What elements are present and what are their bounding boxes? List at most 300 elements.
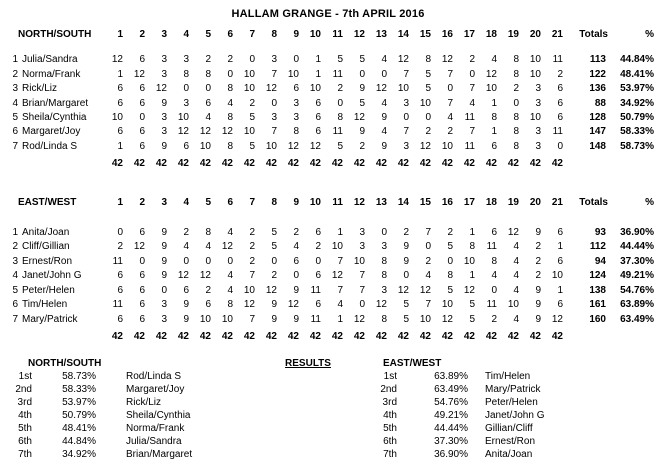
score-cell: 3	[271, 54, 277, 66]
score-cell: 6	[315, 270, 321, 282]
score-cell: 6	[139, 97, 145, 109]
pair-cell	[8, 240, 104, 254]
pair-number: 2	[12, 68, 18, 80]
total-cell: 124	[589, 270, 606, 282]
score-cell: 2	[491, 313, 497, 325]
score-cell: 6	[557, 83, 563, 95]
board-number-header: 13	[375, 29, 387, 40]
rank-label: 1st	[383, 371, 397, 383]
column-sum-cell: 42	[287, 330, 299, 342]
score-cell: 2	[359, 140, 365, 152]
score-cell: 8	[227, 112, 233, 124]
board-number-header: 5	[205, 196, 211, 208]
score-cell: 0	[227, 68, 233, 80]
score-cell: 2	[227, 54, 233, 66]
board-number-header: 19	[507, 29, 519, 40]
score-cell: 2	[249, 241, 255, 253]
score-cell: 0	[425, 112, 431, 124]
score-cell: 9	[161, 97, 167, 109]
score-cell: 0	[447, 83, 453, 95]
score-cell: 7	[447, 97, 453, 109]
score-cell: 0	[293, 54, 299, 66]
score-cell: 2	[535, 255, 541, 267]
score-cell: 4	[183, 241, 189, 253]
column-sum-cell: 42	[441, 330, 453, 342]
score-cell: 12	[133, 241, 145, 253]
percent-cell: 58.33%	[620, 126, 654, 138]
column-sum-cell: 42	[463, 330, 475, 342]
score-cell: 6	[315, 112, 321, 124]
score-cell: 4	[227, 227, 233, 239]
table-row	[0, 111, 656, 125]
rank-label: 5th	[383, 423, 397, 435]
east-west-rankings-header: EAST/WEST	[383, 358, 442, 370]
results-heading: RESULTS	[285, 358, 331, 370]
score-cell: 0	[271, 255, 277, 267]
score-cell: 9	[271, 313, 277, 325]
score-cell: 6	[117, 284, 123, 296]
score-cell: 2	[315, 241, 321, 253]
score-cell: 3	[161, 54, 167, 66]
score-cell: 9	[161, 241, 167, 253]
score-cell: 4	[293, 241, 299, 253]
percent-header: %	[645, 196, 654, 208]
score-cell: 10	[199, 313, 211, 325]
score-cell: 11	[552, 54, 563, 66]
page-title: HALLAM GRANGE - 7th APRIL 2016	[231, 8, 425, 20]
score-cell: 8	[381, 313, 387, 325]
score-cell: 6	[117, 126, 123, 138]
score-cell: 0	[425, 241, 431, 253]
board-number-header: 10	[309, 196, 321, 208]
score-cell: 8	[227, 140, 233, 152]
score-cell: 2	[205, 284, 211, 296]
score-cell: 0	[249, 54, 255, 66]
score-cell: 2	[249, 97, 255, 109]
board-number-header: 21	[551, 196, 563, 208]
score-cell: 12	[419, 140, 431, 152]
pair-cell	[8, 298, 104, 312]
score-cell: 3	[271, 112, 277, 124]
score-cell: 0	[315, 255, 321, 267]
rank-percent: 44.44%	[434, 423, 468, 435]
column-sum-cell: 42	[551, 330, 563, 342]
score-cell: 7	[425, 227, 431, 239]
score-cell: 0	[557, 140, 563, 152]
score-cell: 6	[557, 112, 563, 124]
score-cell: 4	[381, 54, 387, 66]
pair-number: 6	[12, 126, 18, 138]
board-number-header: 14	[397, 196, 409, 208]
column-sum-cell: 42	[243, 158, 255, 170]
ranking-row	[352, 370, 602, 383]
score-cell: 10	[287, 68, 299, 80]
score-cell: 3	[183, 97, 189, 109]
percent-cell: 53.97%	[620, 83, 654, 95]
score-cell: 9	[381, 112, 387, 124]
score-cell: 11	[486, 299, 497, 311]
score-cell: 7	[249, 313, 255, 325]
score-cell: 8	[425, 54, 431, 66]
score-cell: 6	[557, 299, 563, 311]
score-cell: 1	[469, 270, 475, 282]
score-cell: 1	[469, 227, 475, 239]
total-cell: 122	[589, 68, 606, 80]
score-cell: 5	[337, 140, 343, 152]
pair-cell	[8, 226, 104, 240]
score-cell: 3	[161, 313, 167, 325]
score-cell: 9	[161, 255, 167, 267]
score-cell: 10	[419, 313, 431, 325]
score-cell: 10	[529, 112, 541, 124]
column-sum-cell: 42	[331, 330, 343, 342]
pair-cell	[8, 82, 104, 96]
sums-percent-spacer	[608, 330, 655, 344]
score-cell: 0	[161, 284, 167, 296]
board-number-header: 7	[249, 29, 255, 40]
score-cell: 10	[243, 83, 255, 95]
score-cell: 6	[117, 83, 123, 95]
score-cell: 4	[205, 112, 211, 124]
rank-pair-name: Ernest/Ron	[485, 436, 536, 448]
score-cell: 8	[513, 68, 519, 80]
board-number-header: 14	[397, 29, 409, 40]
east-west-table	[0, 196, 656, 345]
score-cell: 2	[425, 255, 431, 267]
score-cell: 2	[557, 68, 563, 80]
score-cell: 4	[513, 270, 519, 282]
score-cell: 6	[557, 227, 563, 239]
score-cell: 3	[535, 83, 541, 95]
rank-label: 4th	[18, 410, 32, 422]
score-cell: 10	[177, 112, 189, 124]
total-cell: 136	[589, 83, 606, 95]
score-cell: 7	[403, 126, 409, 138]
ranking-row	[0, 435, 250, 448]
table-row	[0, 284, 656, 298]
board-number-header: 17	[463, 196, 475, 208]
total-cell: 112	[589, 241, 606, 253]
score-cell: 6	[205, 97, 211, 109]
board-number-header: 18	[485, 29, 497, 40]
score-cell: 7	[447, 68, 453, 80]
column-sum-cell: 42	[133, 158, 145, 170]
score-cell: 0	[381, 227, 387, 239]
table-row	[0, 125, 656, 139]
score-cell: 5	[447, 284, 453, 296]
score-cell: 9	[293, 313, 299, 325]
score-cell: 2	[469, 54, 475, 66]
totals-header: Totals	[579, 196, 608, 208]
score-cell: 2	[403, 227, 409, 239]
score-cell: 11	[332, 68, 343, 80]
score-cell: 6	[491, 140, 497, 152]
pair-number: 1	[12, 227, 18, 239]
total-cell: 88	[594, 97, 606, 109]
table-row	[0, 68, 656, 82]
column-sums-row	[0, 157, 656, 171]
column-sum-cell: 42	[419, 158, 431, 170]
sums-totals-spacer	[566, 157, 608, 171]
score-cell: 3	[161, 299, 167, 311]
score-cell: 0	[139, 112, 145, 124]
score-cell: 4	[227, 97, 233, 109]
score-cell: 0	[337, 97, 343, 109]
score-cell: 5	[403, 313, 409, 325]
score-cell: 5	[425, 68, 431, 80]
table-header-row	[0, 196, 656, 210]
score-cell: 3	[183, 54, 189, 66]
score-cell: 7	[469, 126, 475, 138]
score-cell: 6	[139, 227, 145, 239]
score-cell: 3	[535, 97, 541, 109]
rank-percent: 58.73%	[62, 371, 96, 383]
rank-pair-name: Mary/Patrick	[485, 384, 541, 396]
score-cell: 12	[287, 299, 299, 311]
board-number-header: 2	[139, 29, 145, 40]
score-cell: 9	[183, 313, 189, 325]
pair-number: 5	[12, 112, 18, 124]
score-cell: 3	[535, 126, 541, 138]
ranking-row	[0, 409, 250, 422]
total-cell: 161	[589, 299, 606, 311]
score-cell: 6	[557, 255, 563, 267]
score-cell: 1	[491, 126, 497, 138]
score-cell: 1	[315, 68, 321, 80]
section-title: NORTH/SOUTH	[18, 29, 92, 40]
score-cell: 4	[337, 299, 343, 311]
score-cell: 12	[485, 68, 497, 80]
column-sum-cell: 42	[155, 158, 167, 170]
ranking-row	[352, 409, 602, 422]
rank-label: 3rd	[382, 397, 397, 409]
rank-percent: 54.76%	[434, 397, 468, 409]
score-cell: 6	[139, 83, 145, 95]
score-cell: 4	[513, 313, 519, 325]
score-cell: 2	[513, 83, 519, 95]
score-cell: 2	[271, 270, 277, 282]
score-cell: 10	[529, 68, 541, 80]
board-number-header: 9	[293, 196, 299, 208]
score-cell: 10	[353, 255, 365, 267]
column-sum-cell: 42	[375, 158, 387, 170]
score-cell: 0	[513, 97, 519, 109]
score-cell: 10	[265, 140, 277, 152]
score-cell: 5	[359, 97, 365, 109]
rank-label: 4th	[383, 410, 397, 422]
column-sum-cell: 42	[221, 158, 233, 170]
score-cell: 10	[331, 241, 343, 253]
column-sum-cell: 42	[221, 330, 233, 342]
score-cell: 12	[265, 284, 277, 296]
board-number-header: 18	[485, 196, 497, 208]
pair-number: 1	[12, 54, 18, 66]
total-cell: 148	[589, 140, 606, 152]
column-sum-cell: 42	[265, 330, 277, 342]
board-number-header: 12	[353, 196, 365, 208]
table-row	[0, 313, 656, 327]
score-cell: 1	[315, 54, 321, 66]
score-cell: 2	[447, 126, 453, 138]
score-cell: 6	[205, 299, 211, 311]
column-sums-row	[0, 330, 656, 344]
score-cell: 12	[177, 270, 189, 282]
sums-spacer	[8, 330, 104, 344]
ranking-row	[0, 396, 250, 409]
pair-number: 5	[12, 284, 18, 296]
score-cell: 0	[403, 112, 409, 124]
score-cell: 12	[199, 270, 211, 282]
board-number-header: 5	[205, 29, 211, 40]
rank-label: 2nd	[380, 384, 397, 396]
board-number-header: 21	[551, 29, 563, 40]
score-cell: 11	[112, 299, 123, 311]
score-cell: 8	[469, 241, 475, 253]
score-cell: 12	[287, 140, 299, 152]
score-cell: 4	[491, 270, 497, 282]
pair-cell	[8, 255, 104, 269]
table-row	[0, 298, 656, 312]
score-cell: 9	[403, 255, 409, 267]
score-cell: 6	[491, 227, 497, 239]
score-cell: 12	[441, 54, 453, 66]
pair-cell	[8, 284, 104, 298]
score-cell: 5	[447, 241, 453, 253]
sums-totals-spacer	[566, 330, 608, 344]
score-cell: 1	[491, 97, 497, 109]
score-cell: 1	[557, 241, 563, 253]
score-cell: 0	[381, 68, 387, 80]
score-cell: 7	[271, 68, 277, 80]
score-cell: 10	[199, 140, 211, 152]
score-cell: 4	[447, 112, 453, 124]
score-cell: 9	[161, 227, 167, 239]
pair-name: Tim/Helen	[22, 299, 68, 311]
score-cell: 9	[183, 299, 189, 311]
column-sum-cell: 42	[507, 330, 519, 342]
score-cell: 12	[155, 83, 167, 95]
score-cell: 11	[464, 140, 475, 152]
ranking-row	[0, 383, 250, 396]
score-cell: 8	[337, 112, 343, 124]
score-cell: 2	[117, 241, 123, 253]
score-cell: 8	[513, 140, 519, 152]
rank-label: 6th	[18, 436, 32, 448]
column-sum-cell: 42	[155, 330, 167, 342]
rank-pair-name: Peter/Helen	[485, 397, 538, 409]
board-number-header: 3	[161, 196, 167, 208]
score-cell: 7	[359, 270, 365, 282]
score-cell: 5	[359, 54, 365, 66]
score-cell: 0	[293, 270, 299, 282]
score-cell: 8	[183, 68, 189, 80]
percent-header: %	[645, 29, 654, 40]
score-cell: 8	[381, 255, 387, 267]
table-row	[0, 226, 656, 240]
score-cell: 6	[183, 284, 189, 296]
ranking-row	[0, 448, 250, 461]
score-cell: 3	[359, 241, 365, 253]
board-number-header: 6	[227, 196, 233, 208]
total-cell: 93	[594, 227, 606, 239]
rank-pair-name: Anita/Joan	[485, 449, 533, 461]
score-cell: 10	[463, 255, 475, 267]
score-cell: 12	[419, 284, 431, 296]
ranking-row	[0, 370, 250, 383]
score-cell: 1	[337, 227, 343, 239]
score-cell: 9	[359, 83, 365, 95]
score-cell: 4	[205, 241, 211, 253]
board-number-header: 8	[271, 29, 277, 40]
score-cell: 11	[112, 255, 123, 267]
score-cell: 10	[529, 54, 541, 66]
score-cell: 12	[397, 284, 409, 296]
board-number-header: 17	[463, 29, 475, 40]
board-number-header: 9	[293, 29, 299, 40]
total-cell: 160	[589, 313, 606, 325]
score-cell: 6	[117, 97, 123, 109]
pair-name: Norma/Frank	[22, 68, 81, 80]
score-cell: 0	[271, 97, 277, 109]
score-cell: 3	[535, 140, 541, 152]
score-cell: 1	[557, 284, 563, 296]
column-sum-cell: 42	[331, 158, 343, 170]
column-sum-cell: 42	[243, 330, 255, 342]
rank-pair-name: Rod/Linda S	[126, 371, 182, 383]
pair-cell	[8, 97, 104, 111]
ranking-row	[352, 448, 602, 461]
score-cell: 12	[397, 54, 409, 66]
score-cell: 10	[485, 83, 497, 95]
score-cell: 8	[381, 270, 387, 282]
pair-number: 7	[12, 140, 18, 152]
rank-label: 7th	[383, 449, 397, 461]
score-cell: 8	[205, 68, 211, 80]
score-cell: 4	[381, 126, 387, 138]
score-cell: 0	[227, 255, 233, 267]
score-cell: 11	[486, 241, 497, 253]
board-number-header: 10	[309, 29, 321, 40]
ranking-row	[352, 422, 602, 435]
board-number-header: 1	[117, 196, 123, 208]
board-number-header: 13	[375, 196, 387, 208]
score-cell: 11	[464, 112, 475, 124]
table-row	[0, 269, 656, 283]
score-cell: 4	[227, 270, 233, 282]
sums-percent-spacer	[608, 157, 655, 171]
score-cell: 9	[535, 299, 541, 311]
pair-name: Cliff/Gillian	[22, 241, 70, 253]
score-cell: 7	[337, 284, 343, 296]
score-cell: 3	[381, 241, 387, 253]
column-sum-cell: 42	[133, 330, 145, 342]
score-cell: 0	[447, 255, 453, 267]
score-cell: 4	[227, 284, 233, 296]
rank-pair-name: Gillian/Cliff	[485, 423, 533, 435]
rank-label: 7th	[18, 449, 32, 461]
pair-name: Ernest/Ron	[22, 255, 73, 267]
score-cell: 6	[139, 126, 145, 138]
pair-cell	[8, 53, 104, 67]
score-cell: 0	[183, 255, 189, 267]
rank-percent: 37.30%	[434, 436, 468, 448]
column-sum-cell: 42	[375, 330, 387, 342]
percent-cell: 58.73%	[620, 140, 654, 152]
score-cell: 0	[359, 68, 365, 80]
score-cell: 12	[353, 112, 365, 124]
score-cell: 0	[117, 227, 123, 239]
table-row	[0, 140, 656, 154]
